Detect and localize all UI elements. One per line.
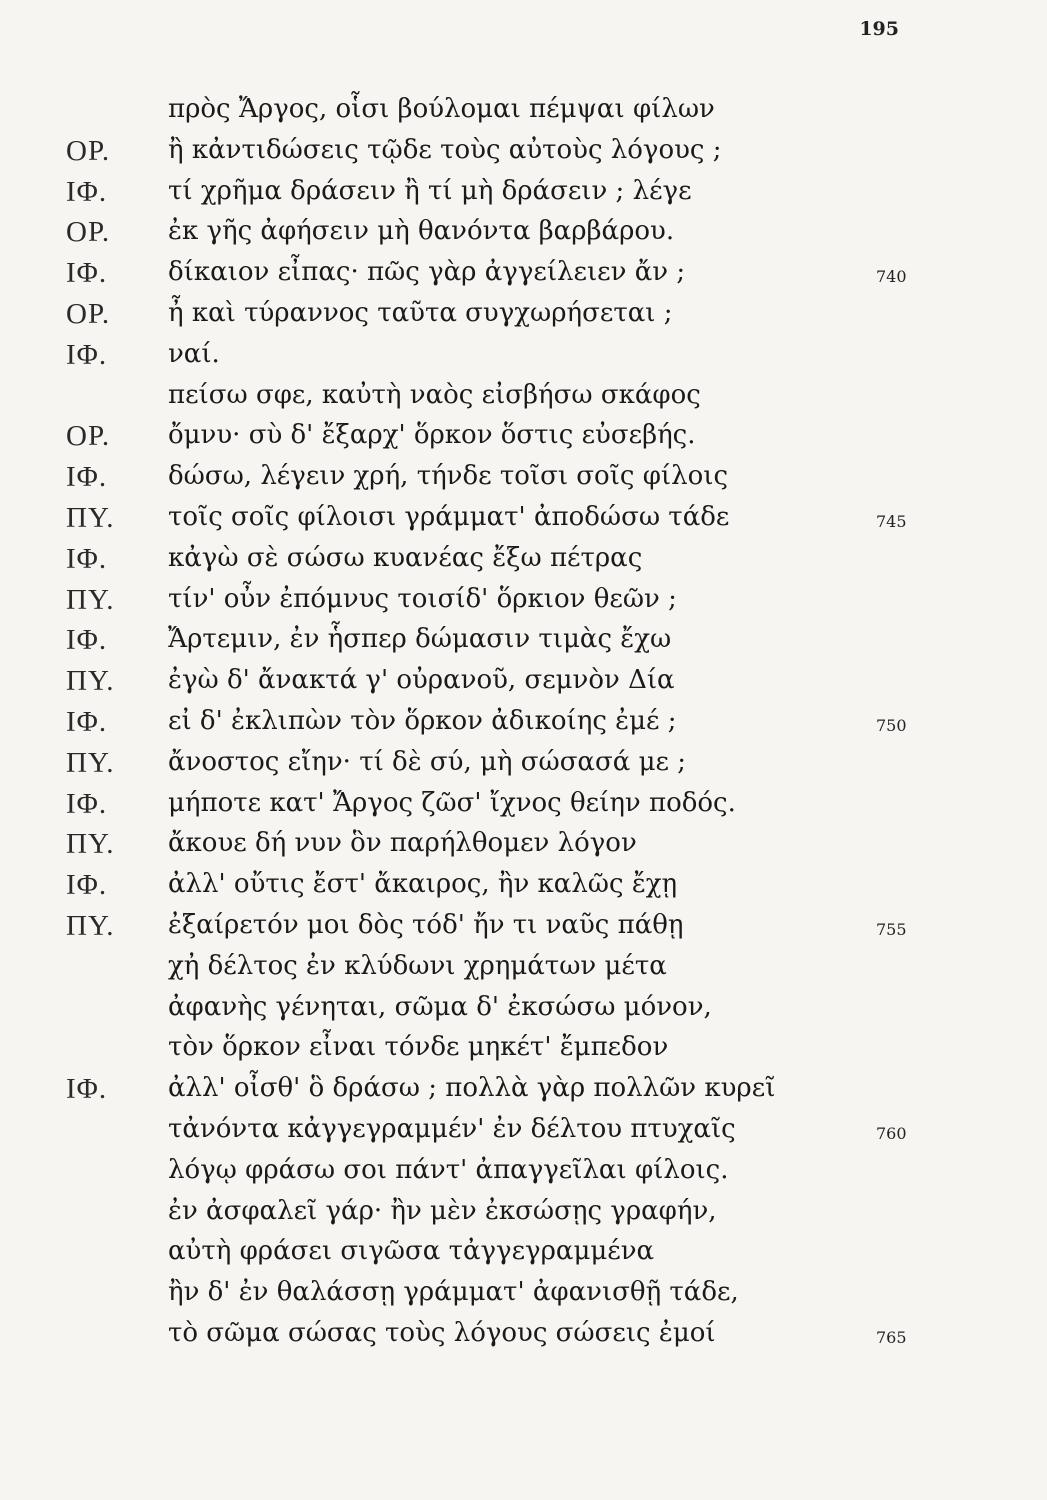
verse-line <box>0 500 1047 541</box>
verse-line <box>0 174 1047 215</box>
verse-line <box>0 745 1047 786</box>
verse-line <box>0 949 1047 990</box>
verse-text: ἄνοστος εἴην· τί δὲ σύ, μὴ σώσασά με ; <box>168 746 686 777</box>
verse-lines <box>0 92 1047 1357</box>
verse-text: εἰ δ' ἐκλιπὼν τὸν ὅρκον ἀδικοίης ἐμέ ; <box>168 705 677 736</box>
verse-line <box>0 990 1047 1031</box>
verse-text: ναί. <box>168 338 220 369</box>
verse-line <box>0 1153 1047 1194</box>
verse-text: πρὸς Ἄργος, οἷσι βούλομαι πέμψαι φίλων <box>168 94 715 124</box>
speaker-label: ΠΥ. <box>66 665 115 698</box>
verse-line <box>0 133 1047 174</box>
speaker-label: ΠΥ. <box>66 501 115 534</box>
verse-text: ἐγὼ δ' ἄνακτά γ' οὐρανοῦ, σεμνὸν Δία <box>168 665 675 696</box>
verse-line <box>0 1071 1047 1112</box>
speaker-label: ΠΥ. <box>66 746 115 779</box>
verse-line <box>0 541 1047 582</box>
speaker-label: ΙΦ. <box>66 624 108 657</box>
verse-line <box>0 704 1047 745</box>
verse-text: Ἄρτεμιν, ἐν ἧσπερ δώμασιν τιμὰς ἔχω <box>168 624 672 655</box>
verse-line <box>0 663 1047 704</box>
speaker-label: ΟΡ. <box>66 216 111 249</box>
verse-line <box>0 1030 1047 1071</box>
speaker-label: ΠΥ. <box>66 583 115 616</box>
speaker-label: ΙΦ. <box>66 338 108 371</box>
speaker-label: ΙΦ. <box>66 461 108 494</box>
speaker-label: ΟΡ. <box>66 420 111 453</box>
verse-line <box>0 908 1047 949</box>
verse-line <box>0 826 1047 867</box>
verse-text: ἀλλ' οὔτις ἔστ' ἄκαιρος, ἢν καλῶς ἔχῃ <box>168 869 678 900</box>
verse-line <box>0 92 1047 133</box>
verse-line <box>0 582 1047 623</box>
verse-text: κἀγὼ σὲ σώσω κυανέας ἔξω πέτρας <box>168 542 643 573</box>
verse-line <box>0 1112 1047 1153</box>
verse-line <box>0 459 1047 500</box>
verse-text: τίν' οὖν ἐπόμνυς τοισίδ' ὅρκιον θεῶν ; <box>168 583 677 614</box>
verse-text: τἀνόντα κἀγγεγραμμέν' ἐν δέλτου πτυχαῖς <box>168 1113 736 1144</box>
line-number: 740 <box>876 267 907 287</box>
verse-text: τὸν ὅρκον εἶναι τόνδε μηκέτ' ἔμπεδον <box>168 1032 669 1063</box>
verse-line <box>0 786 1047 827</box>
verse-line <box>0 622 1047 663</box>
verse-text: δώσω, λέγειν χρή, τήνδε τοῖσι σοῖς φίλοις <box>168 461 729 492</box>
verse-line <box>0 1316 1047 1357</box>
verse-text: ἐκ γῆς ἀφήσειν μὴ θανόντα βαρβάρου. <box>168 216 675 247</box>
speaker-label: ΙΦ. <box>66 175 108 208</box>
verse-line <box>0 255 1047 296</box>
verse-line <box>0 296 1047 337</box>
verse-text: πείσω σφε, καὐτὴ ναὸς εἰσβήσω σκάφος <box>168 379 701 410</box>
speaker-label: ΙΦ. <box>66 1073 108 1106</box>
verse-line <box>0 418 1047 459</box>
line-number: 755 <box>876 919 907 939</box>
speaker-label: ΟΡ. <box>66 134 111 167</box>
verse-text: μήποτε κατ' Ἄργος ζῶσ' ἴχνος θείην ποδός. <box>168 787 736 818</box>
verse-line <box>0 214 1047 255</box>
speaker-label: ΠΥ. <box>66 828 115 861</box>
page-number: 195 <box>859 18 899 40</box>
speaker-label: ΙΦ. <box>66 787 108 820</box>
speaker-label: ΟΡ. <box>66 297 111 330</box>
speaker-label: ΙΦ. <box>66 257 108 290</box>
line-number: 760 <box>876 1123 907 1143</box>
verse-text: ἀλλ' οἶσθ' ὃ δράσω ; πολλὰ γὰρ πολλῶν κυρεῖ <box>168 1073 776 1104</box>
verse-text: τί χρῆμα δράσειν ἢ τί μὴ δράσειν ; λέγε <box>168 175 692 206</box>
line-number: 750 <box>876 715 907 735</box>
verse-line <box>0 1194 1047 1235</box>
verse-text: ἐν ἀσφαλεῖ γάρ· ἢν μὲν ἐκσώσῃς γραφήν, <box>168 1195 717 1226</box>
verse-text: αὐτὴ φράσει σιγῶσα τἀγγεγραμμένα <box>168 1236 655 1267</box>
verse-line <box>0 337 1047 378</box>
verse-text: ὄμνυ· σὺ δ' ἔξαρχ' ὅρκον ὅστις εὐσεβής. <box>168 420 696 451</box>
verse-text: χἠ δέλτος ἐν κλύδωνι χρημάτων μέτα <box>168 950 667 981</box>
verse-text: ἢ κἀντιδώσεις τῷδε τοὺς αὐτοὺς λόγους ; <box>168 134 722 165</box>
verse-text: τοῖς σοῖς φίλοισι γράμματ' ἀποδώσω τάδε <box>168 501 730 532</box>
verse-text: ἀφανὴς γένηται, σῶμα δ' ἐκσώσω μόνον, <box>168 991 712 1022</box>
speaker-label: ΙΦ. <box>66 542 108 575</box>
verse-text: ἢν δ' ἐν θαλάσσῃ γράμματ' ἀφανισθῇ τάδε, <box>168 1277 739 1308</box>
verse-text: ἄκουε δή νυν ὃν παρήλθομεν λόγον <box>168 828 637 859</box>
verse-line <box>0 867 1047 908</box>
verse-text: ἐξαίρετόν μοι δὸς τόδ' ἤν τι ναῦς πάθῃ <box>168 909 684 940</box>
verse-text: δίκαιον εἶπας· πῶς γὰρ ἀγγείλειεν ἄν ; <box>168 257 686 288</box>
speaker-label: ΙΦ. <box>66 705 108 738</box>
line-number: 745 <box>876 511 907 531</box>
verse-line <box>0 1275 1047 1316</box>
speaker-label: ΙΦ. <box>66 869 108 902</box>
verse-line <box>0 1234 1047 1275</box>
line-number: 765 <box>876 1327 907 1347</box>
verse-line <box>0 378 1047 419</box>
speaker-label: ΠΥ. <box>66 909 115 942</box>
verse-text: λόγῳ φράσω σοι πάντ' ἀπαγγεῖλαι φίλοις. <box>168 1154 729 1185</box>
verse-text: ἦ καὶ τύραννος ταῦτα συγχωρήσεται ; <box>168 297 673 328</box>
verse-text: τὸ σῶμα σώσας τοὺς λόγους σώσεις ἐμοί <box>168 1317 716 1348</box>
